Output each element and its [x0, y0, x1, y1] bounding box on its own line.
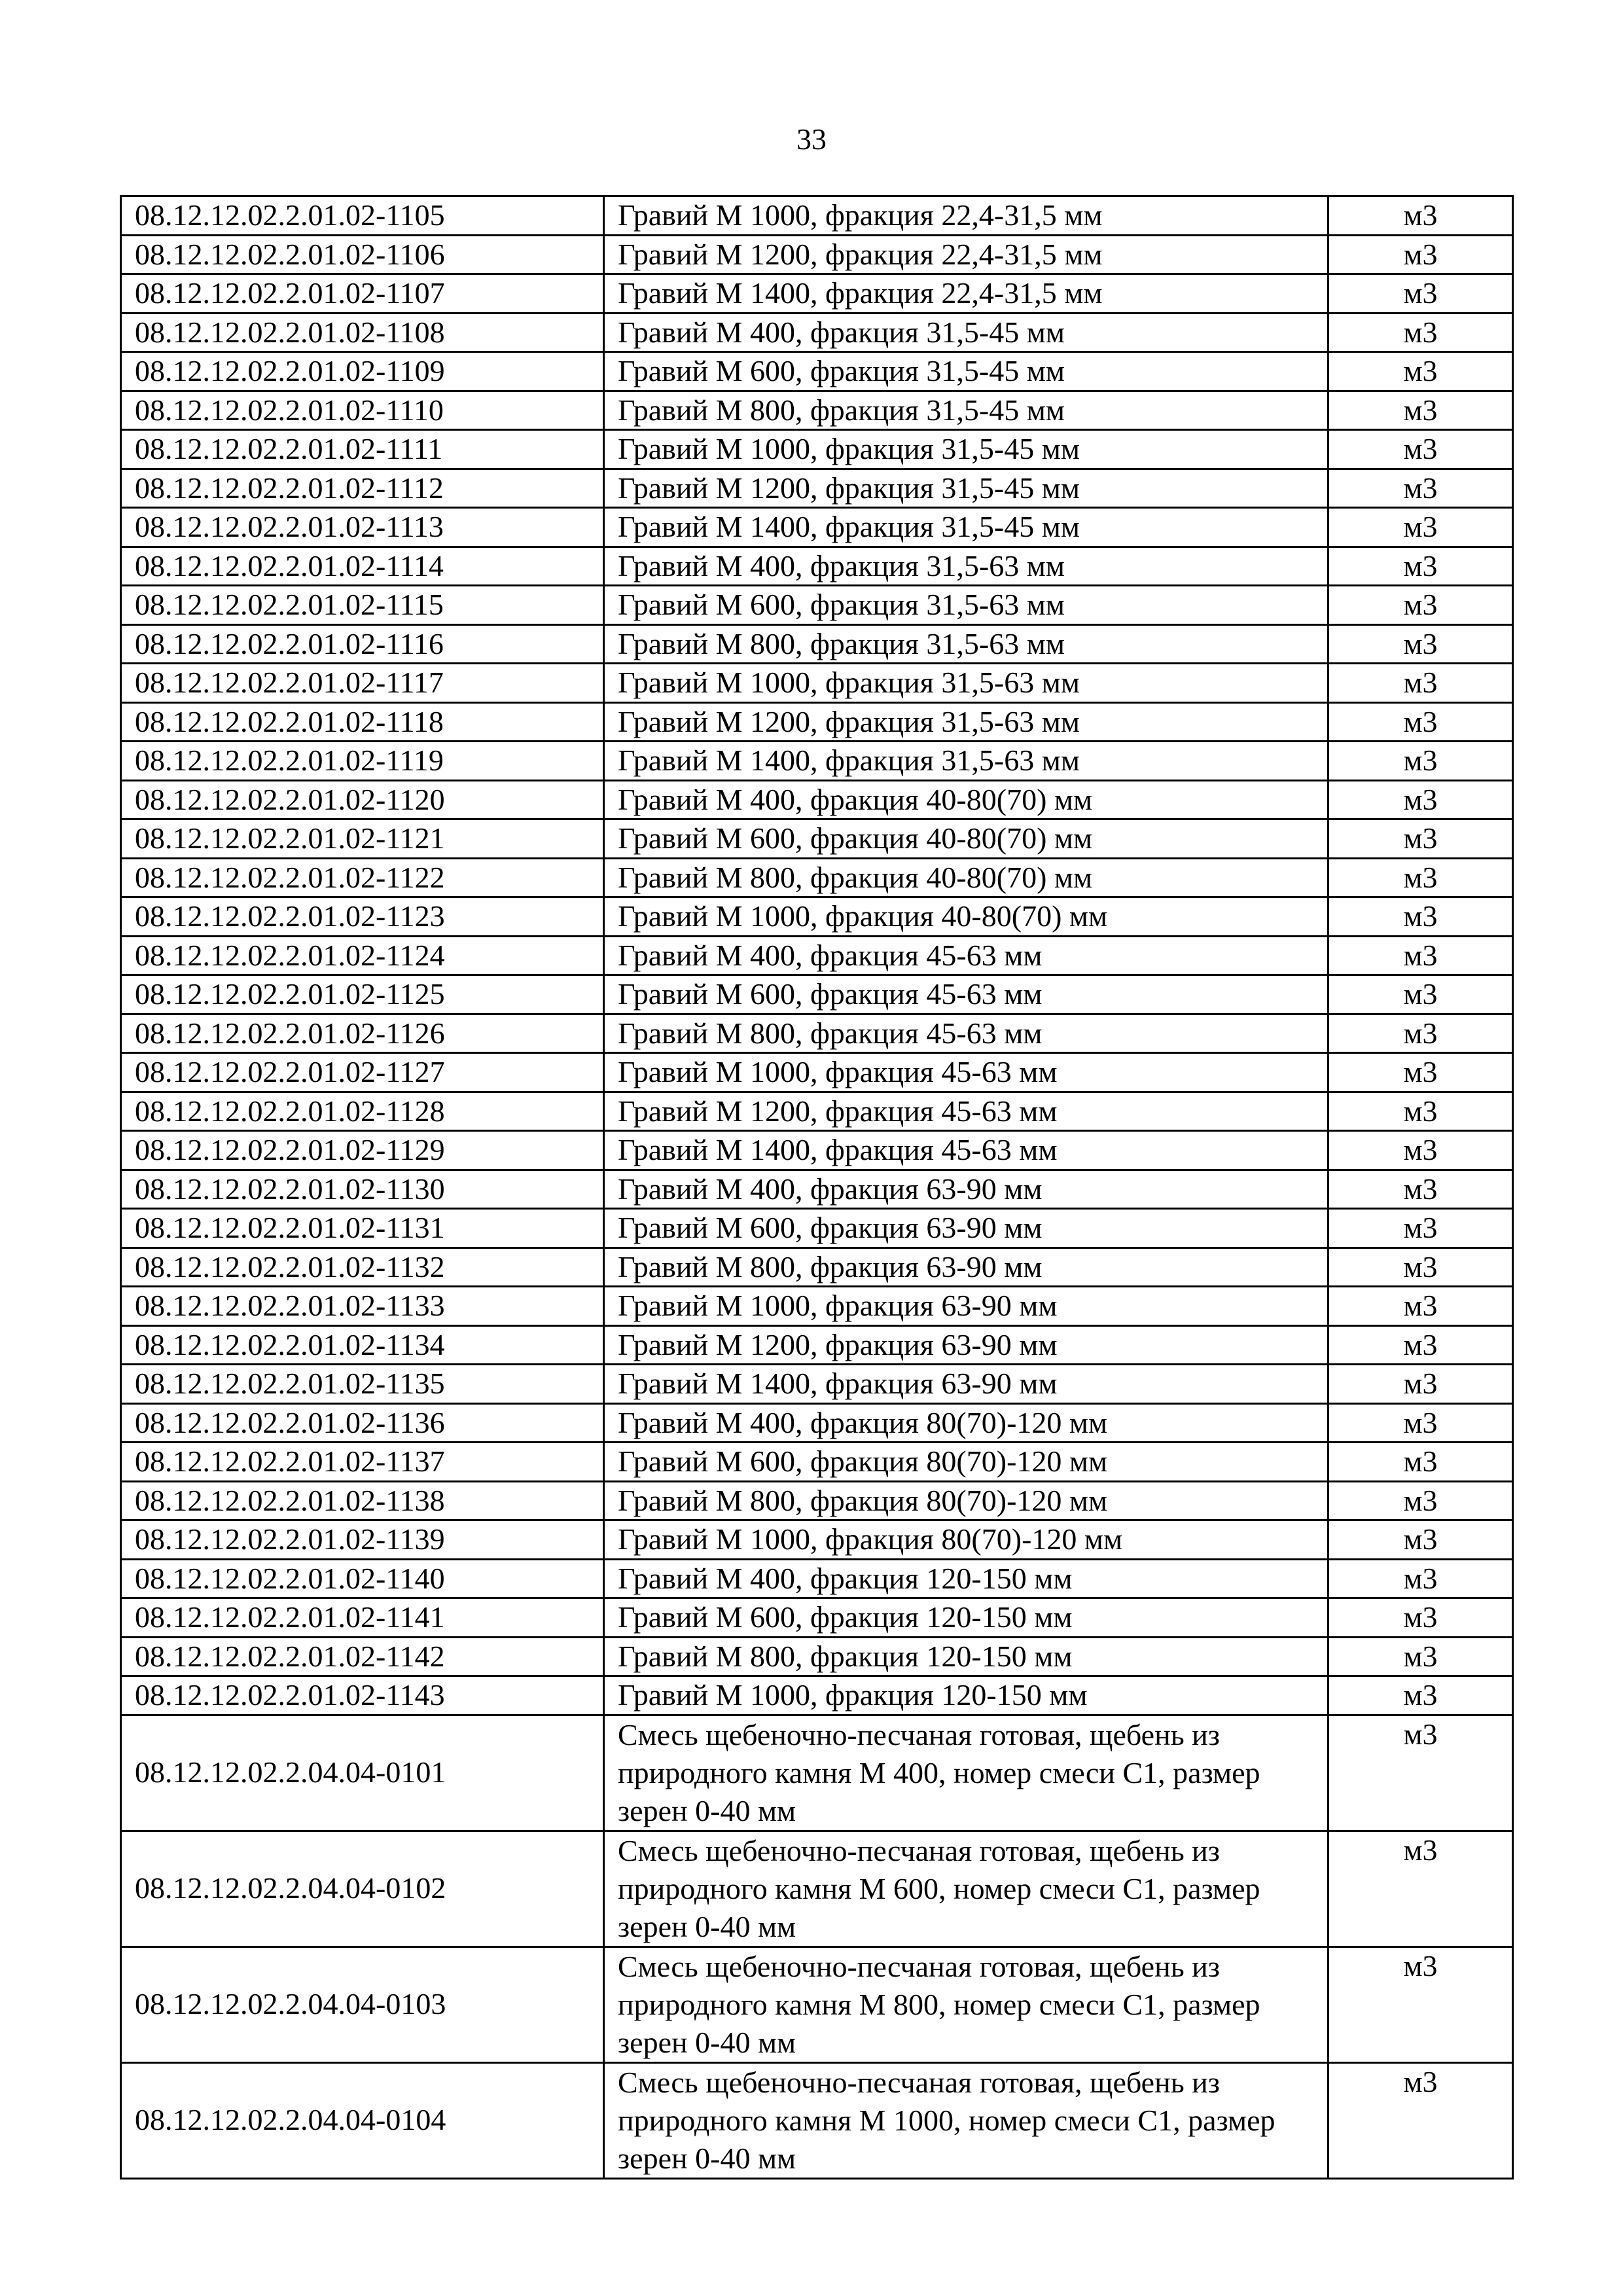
cell-unit: м3 — [1329, 858, 1513, 897]
table-row — [121, 742, 1513, 781]
table-row — [121, 1092, 1513, 1131]
table-row — [121, 1443, 1513, 1482]
cell-unit: м3 — [1329, 1403, 1513, 1443]
materials-table-body — [121, 196, 1513, 2179]
cell-code: 08.12.12.02.2.01.02-1110 — [121, 391, 604, 430]
table-row — [121, 547, 1513, 586]
cell-code: 08.12.12.02.2.01.02-1122 — [121, 858, 604, 897]
cell-name: Гравий М 800, фракция 63-90 мм — [604, 1247, 1329, 1287]
cell-code: 08.12.12.02.2.01.02-1142 — [121, 1637, 604, 1676]
table-row — [121, 1946, 1513, 2062]
cell-unit: м3 — [1329, 1559, 1513, 1598]
cell-code: 08.12.12.02.2.01.02-1127 — [121, 1053, 604, 1092]
cell-code: 08.12.12.02.2.01.02-1141 — [121, 1598, 604, 1638]
cell-code: 08.12.12.02.2.04.04-0104 — [121, 2062, 604, 2178]
cell-code: 08.12.12.02.2.01.02-1143 — [121, 1676, 604, 1715]
table-row — [121, 1715, 1513, 1831]
table-row — [121, 702, 1513, 742]
table-row — [121, 858, 1513, 897]
cell-name: Гравий М 600, фракция 40-80(70) мм — [604, 819, 1329, 859]
cell-code: 08.12.12.02.2.04.04-0101 — [121, 1715, 604, 1831]
cell-unit: м3 — [1329, 313, 1513, 352]
table-row — [121, 1637, 1513, 1676]
cell-unit: м3 — [1329, 1053, 1513, 1092]
cell-unit: м3 — [1329, 391, 1513, 430]
cell-unit: м3 — [1329, 624, 1513, 664]
cell-code: 08.12.12.02.2.01.02-1117 — [121, 664, 604, 703]
table-row — [121, 1365, 1513, 1404]
cell-name: Гравий М 600, фракция 31,5-63 мм — [604, 586, 1329, 625]
cell-code: 08.12.12.02.2.01.02-1139 — [121, 1520, 604, 1560]
table-row — [121, 1014, 1513, 1053]
cell-name: Гравий М 1400, фракция 63-90 мм — [604, 1365, 1329, 1404]
cell-unit: м3 — [1329, 664, 1513, 703]
cell-unit: м3 — [1329, 586, 1513, 625]
cell-code: 08.12.12.02.2.01.02-1135 — [121, 1365, 604, 1404]
cell-name: Гравий М 1400, фракция 22,4-31,5 мм — [604, 274, 1329, 314]
cell-name: Смесь щебеночно-песчаная готовая, щебень из природного камня М 400, номер смеси С1, размер зерен 0-40 мм — [604, 1715, 1329, 1831]
cell-unit: м3 — [1329, 1637, 1513, 1676]
cell-name: Гравий М 1200, фракция 22,4-31,5 мм — [604, 235, 1329, 274]
table-row — [121, 819, 1513, 859]
cell-code: 08.12.12.02.2.01.02-1119 — [121, 742, 604, 781]
cell-code: 08.12.12.02.2.01.02-1124 — [121, 936, 604, 975]
cell-name: Гравий М 1200, фракция 63-90 мм — [604, 1325, 1329, 1365]
cell-unit: м3 — [1329, 1443, 1513, 1482]
cell-name: Гравий М 600, фракция 31,5-45 мм — [604, 352, 1329, 391]
table-row — [121, 196, 1513, 236]
cell-name: Гравий М 1400, фракция 31,5-45 мм — [604, 508, 1329, 547]
table-row — [121, 1676, 1513, 1715]
cell-unit: м3 — [1329, 1209, 1513, 1248]
table-row — [121, 391, 1513, 430]
cell-unit: м3 — [1329, 1598, 1513, 1638]
cell-code: 08.12.12.02.2.01.02-1115 — [121, 586, 604, 625]
cell-unit: м3 — [1329, 1365, 1513, 1404]
cell-name: Гравий М 400, фракция 80(70)-120 мм — [604, 1403, 1329, 1443]
table-row — [121, 352, 1513, 391]
cell-unit: м3 — [1329, 1170, 1513, 1209]
cell-name: Гравий М 800, фракция 40-80(70) мм — [604, 858, 1329, 897]
cell-code: 08.12.12.02.2.01.02-1109 — [121, 352, 604, 391]
cell-code: 08.12.12.02.2.01.02-1137 — [121, 1443, 604, 1482]
cell-name: Смесь щебеночно-песчаная готовая, щебень из природного камня М 800, номер смеси С1, размер зерен 0-40 мм — [604, 1946, 1329, 2062]
table-row — [121, 2062, 1513, 2178]
cell-code: 08.12.12.02.2.01.02-1125 — [121, 975, 604, 1014]
cell-code: 08.12.12.02.2.01.02-1133 — [121, 1287, 604, 1326]
cell-unit: м3 — [1329, 1287, 1513, 1326]
table-row — [121, 313, 1513, 352]
cell-unit: м3 — [1329, 1325, 1513, 1365]
cell-name: Гравий М 1200, фракция 31,5-45 мм — [604, 469, 1329, 508]
cell-code: 08.12.12.02.2.04.04-0103 — [121, 1946, 604, 2062]
cell-code: 08.12.12.02.2.01.02-1112 — [121, 469, 604, 508]
cell-name: Гравий М 800, фракция 31,5-63 мм — [604, 624, 1329, 664]
cell-code: 08.12.12.02.2.01.02-1140 — [121, 1559, 604, 1598]
cell-code: 08.12.12.02.2.01.02-1123 — [121, 897, 604, 937]
cell-unit: м3 — [1329, 547, 1513, 586]
cell-name: Гравий М 400, фракция 31,5-63 мм — [604, 547, 1329, 586]
cell-name: Смесь щебеночно-песчаная готовая, щебень из природного камня М 1000, номер смеси С1, размер зерен 0-40 мм — [604, 2062, 1329, 2178]
cell-unit: м3 — [1329, 1131, 1513, 1170]
table-row — [121, 235, 1513, 274]
cell-unit: м3 — [1329, 742, 1513, 781]
cell-unit: м3 — [1329, 936, 1513, 975]
cell-unit: м3 — [1329, 430, 1513, 469]
table-row — [121, 1209, 1513, 1248]
table-row — [121, 664, 1513, 703]
cell-code: 08.12.12.02.2.01.02-1131 — [121, 1209, 604, 1248]
cell-unit: м3 — [1329, 1247, 1513, 1287]
cell-code: 08.12.12.02.2.01.02-1134 — [121, 1325, 604, 1365]
cell-unit: м3 — [1329, 819, 1513, 859]
table-row — [121, 1170, 1513, 1209]
cell-unit: м3 — [1329, 1092, 1513, 1131]
cell-name: Гравий М 400, фракция 40-80(70) мм — [604, 780, 1329, 819]
cell-unit: м3 — [1329, 1831, 1513, 1946]
cell-name: Гравий М 800, фракция 120-150 мм — [604, 1637, 1329, 1676]
table-row — [121, 1598, 1513, 1638]
table-row — [121, 274, 1513, 314]
cell-unit: м3 — [1329, 897, 1513, 937]
table-row — [121, 1481, 1513, 1520]
cell-code: 08.12.12.02.2.01.02-1132 — [121, 1247, 604, 1287]
cell-name: Гравий М 1000, фракция 63-90 мм — [604, 1287, 1329, 1326]
table-row — [121, 586, 1513, 625]
cell-code: 08.12.12.02.2.01.02-1111 — [121, 430, 604, 469]
cell-unit: м3 — [1329, 1481, 1513, 1520]
cell-name: Гравий М 1000, фракция 40-80(70) мм — [604, 897, 1329, 937]
cell-code: 08.12.12.02.2.01.02-1128 — [121, 1092, 604, 1131]
table-row — [121, 1559, 1513, 1598]
table-row — [121, 1247, 1513, 1287]
cell-unit: м3 — [1329, 1715, 1513, 1831]
materials-table — [120, 195, 1514, 2179]
cell-name: Гравий М 1000, фракция 45-63 мм — [604, 1053, 1329, 1092]
cell-name: Гравий М 800, фракция 45-63 мм — [604, 1014, 1329, 1053]
cell-code: 08.12.12.02.2.01.02-1126 — [121, 1014, 604, 1053]
table-row — [121, 1053, 1513, 1092]
cell-unit: м3 — [1329, 1946, 1513, 2062]
table-row — [121, 430, 1513, 469]
cell-name: Гравий М 400, фракция 45-63 мм — [604, 936, 1329, 975]
cell-name: Гравий М 1200, фракция 31,5-63 мм — [604, 702, 1329, 742]
table-row — [121, 1831, 1513, 1946]
cell-name: Гравий М 1000, фракция 80(70)-120 мм — [604, 1520, 1329, 1560]
cell-code: 08.12.12.02.2.01.02-1107 — [121, 274, 604, 314]
cell-name: Гравий М 600, фракция 63-90 мм — [604, 1209, 1329, 1248]
cell-code: 08.12.12.02.2.01.02-1120 — [121, 780, 604, 819]
cell-unit: м3 — [1329, 469, 1513, 508]
cell-code: 08.12.12.02.2.01.02-1105 — [121, 196, 604, 236]
cell-name: Гравий М 800, фракция 80(70)-120 мм — [604, 1481, 1329, 1520]
cell-unit: м3 — [1329, 196, 1513, 236]
cell-code: 08.12.12.02.2.01.02-1118 — [121, 702, 604, 742]
cell-code: 08.12.12.02.2.01.02-1129 — [121, 1131, 604, 1170]
cell-name: Гравий М 600, фракция 45-63 мм — [604, 975, 1329, 1014]
cell-unit: м3 — [1329, 352, 1513, 391]
cell-name: Гравий М 800, фракция 31,5-45 мм — [604, 391, 1329, 430]
cell-name: Гравий М 600, фракция 120-150 мм — [604, 1598, 1329, 1638]
table-row — [121, 1325, 1513, 1365]
cell-name: Гравий М 1400, фракция 31,5-63 мм — [604, 742, 1329, 781]
table-row — [121, 624, 1513, 664]
cell-name: Гравий М 1000, фракция 120-150 мм — [604, 1676, 1329, 1715]
table-row — [121, 1131, 1513, 1170]
cell-name: Гравий М 400, фракция 31,5-45 мм — [604, 313, 1329, 352]
cell-code: 08.12.12.02.2.01.02-1113 — [121, 508, 604, 547]
cell-name: Гравий М 1000, фракция 31,5-63 мм — [604, 664, 1329, 703]
cell-unit: м3 — [1329, 1014, 1513, 1053]
cell-code: 08.12.12.02.2.01.02-1106 — [121, 235, 604, 274]
table-row — [121, 1403, 1513, 1443]
table-row — [121, 469, 1513, 508]
table-row — [121, 508, 1513, 547]
cell-name: Гравий М 600, фракция 80(70)-120 мм — [604, 1443, 1329, 1482]
table-row — [121, 975, 1513, 1014]
table-row — [121, 1287, 1513, 1326]
cell-unit: м3 — [1329, 975, 1513, 1014]
cell-unit: м3 — [1329, 235, 1513, 274]
cell-code: 08.12.12.02.2.01.02-1138 — [121, 1481, 604, 1520]
cell-code: 08.12.12.02.2.01.02-1108 — [121, 313, 604, 352]
cell-name: Гравий М 1200, фракция 45-63 мм — [604, 1092, 1329, 1131]
table-row — [121, 897, 1513, 937]
cell-name: Гравий М 1400, фракция 45-63 мм — [604, 1131, 1329, 1170]
cell-unit: м3 — [1329, 274, 1513, 314]
table-row — [121, 936, 1513, 975]
table-row — [121, 780, 1513, 819]
cell-code: 08.12.12.02.2.01.02-1130 — [121, 1170, 604, 1209]
cell-unit: м3 — [1329, 780, 1513, 819]
cell-code: 08.12.12.02.2.01.02-1136 — [121, 1403, 604, 1443]
cell-code: 08.12.12.02.2.01.02-1121 — [121, 819, 604, 859]
cell-unit: м3 — [1329, 702, 1513, 742]
cell-name: Гравий М 400, фракция 63-90 мм — [604, 1170, 1329, 1209]
cell-name: Смесь щебеночно-песчаная готовая, щебень из природного камня М 600, номер смеси С1, размер зерен 0-40 мм — [604, 1831, 1329, 1946]
cell-code: 08.12.12.02.2.04.04-0102 — [121, 1831, 604, 1946]
cell-unit: м3 — [1329, 508, 1513, 547]
cell-unit: м3 — [1329, 1520, 1513, 1560]
cell-unit: м3 — [1329, 2062, 1513, 2178]
cell-code: 08.12.12.02.2.01.02-1114 — [121, 547, 604, 586]
page-number: 33 — [796, 122, 827, 156]
cell-name: Гравий М 1000, фракция 31,5-45 мм — [604, 430, 1329, 469]
cell-name: Гравий М 400, фракция 120-150 мм — [604, 1559, 1329, 1598]
cell-name: Гравий М 1000, фракция 22,4-31,5 мм — [604, 196, 1329, 236]
cell-code: 08.12.12.02.2.01.02-1116 — [121, 624, 604, 664]
table-row — [121, 1520, 1513, 1560]
cell-unit: м3 — [1329, 1676, 1513, 1715]
